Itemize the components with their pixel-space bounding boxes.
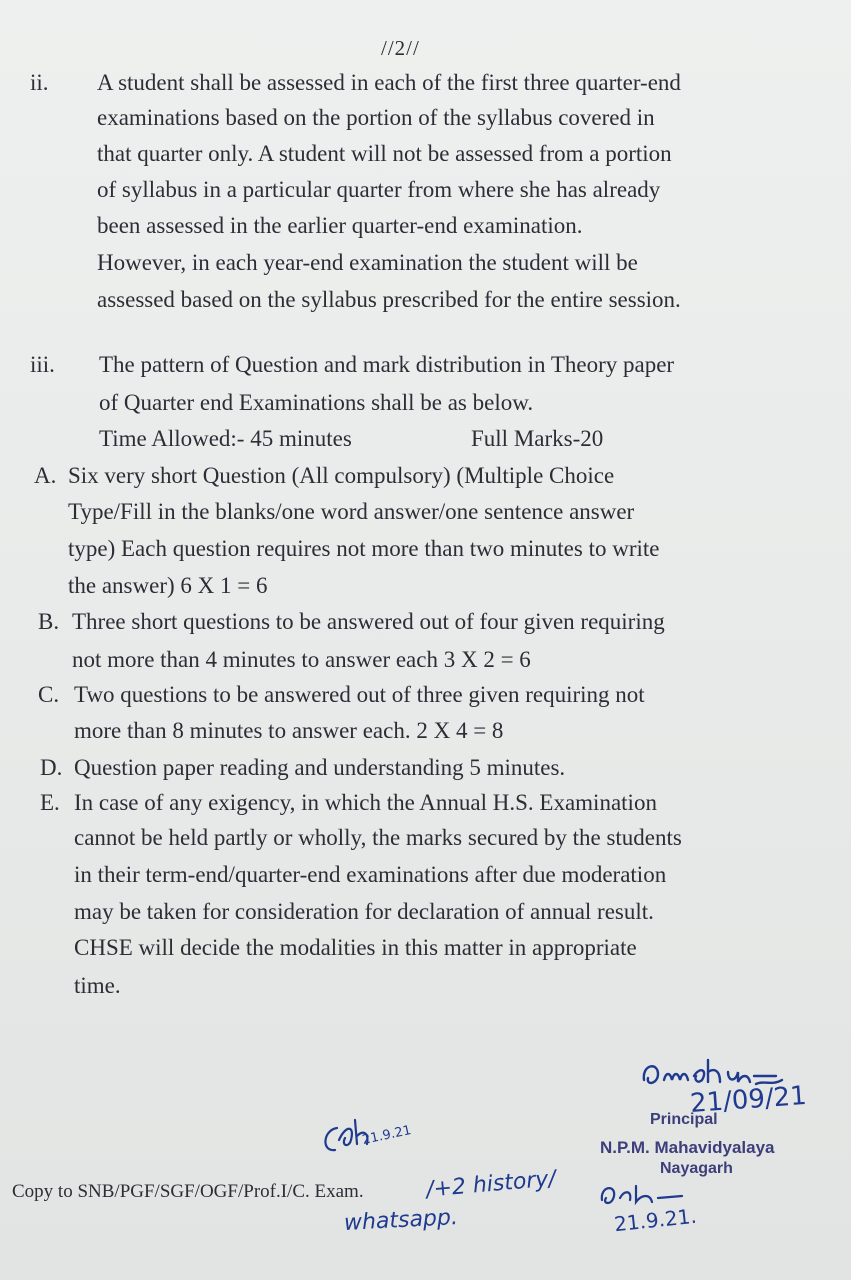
item-c-label: C. xyxy=(38,682,60,707)
stamp-place: Nayagarh xyxy=(660,1160,733,1177)
item-e-label: E. xyxy=(40,790,60,815)
section-iii-marker: iii. xyxy=(30,352,55,377)
stamp-principal: Principal xyxy=(650,1111,718,1128)
time-allowed: Time Allowed:- 45 minutes xyxy=(99,426,352,451)
initial-date: 21.9.21 xyxy=(360,1123,413,1148)
handwritten-whatsapp: whatsapp. xyxy=(343,1205,459,1236)
item-a-line: Six very short Question (All compulsory) (Multiple Choice xyxy=(68,463,615,488)
item-a-label: A. xyxy=(34,463,57,488)
item-e-line: in their term-end/quarter-end examinations after due moderation xyxy=(74,862,667,887)
item-c-line: more than 8 minutes to answer each. 2 X 4 = 8 xyxy=(74,718,504,743)
page-number: //2// xyxy=(381,36,420,60)
item-a-line: Type/Fill in the blanks/one word answer/one sentence answer xyxy=(68,499,635,524)
principal-date: 21/09/21 xyxy=(689,1080,808,1120)
paragraph-line: that quarter only. A student will not be assessed from a portion xyxy=(97,141,672,166)
item-e-line: cannot be held partly or wholly, the marks secured by the students xyxy=(74,825,682,850)
item-d-label: D. xyxy=(40,755,63,780)
paragraph-line: of syllabus in a particular quarter from where she has already xyxy=(97,177,661,202)
handwritten-forward-note: /+2 history/ xyxy=(425,1166,557,1203)
section-ii-marker: ii. xyxy=(30,70,49,95)
full-marks: Full Marks-20 xyxy=(471,426,604,451)
item-a-line: type) Each question requires not more than two minutes to write xyxy=(68,536,660,561)
item-e-line: may be taken for consideration for declaration of annual result. xyxy=(74,899,654,924)
item-c-line: Two questions to be answered out of three given requiring not xyxy=(74,682,645,707)
item-b-label: B. xyxy=(38,609,60,634)
copy-to-line: Copy to SNB/PGF/SGF/OGF/Prof.I/C. Exam. xyxy=(12,1181,364,1202)
item-e-line: time. xyxy=(74,973,121,998)
paragraph-line: The pattern of Question and mark distribution in Theory paper xyxy=(99,352,675,377)
item-b-line: Three short questions to be answered out of four given requiring xyxy=(72,609,665,634)
stamp-college-name: N.P.M. Mahavidyalaya xyxy=(600,1138,775,1157)
item-e-line: In case of any exigency, in which the Annual H.S. Examination xyxy=(74,790,657,815)
item-d-line: Question paper reading and understanding 5 minutes. xyxy=(74,755,566,780)
item-e-line: CHSE will decide the modalities in this matter in appropriate xyxy=(74,935,637,960)
paragraph-line: of Quarter end Examinations shall be as below. xyxy=(99,390,534,415)
item-a-line: the answer) 6 X 1 = 6 xyxy=(68,573,268,598)
handwritten-date-right: 21.9.21. xyxy=(612,1203,698,1237)
paragraph-line: A student shall be assessed in each of the first three quarter-end xyxy=(97,70,681,95)
paragraph-line: been assessed in the earlier quarter-end examination. xyxy=(97,213,583,238)
item-b-line: not more than 4 minutes to answer each 3 X 2 = 6 xyxy=(72,647,531,672)
paragraph-line: However, in each year-end examination the student will be xyxy=(97,250,638,275)
paragraph-line: examinations based on the portion of the syllabus covered in xyxy=(97,105,655,130)
paragraph-line: assessed based on the syllabus prescribed for the entire session. xyxy=(97,287,681,312)
